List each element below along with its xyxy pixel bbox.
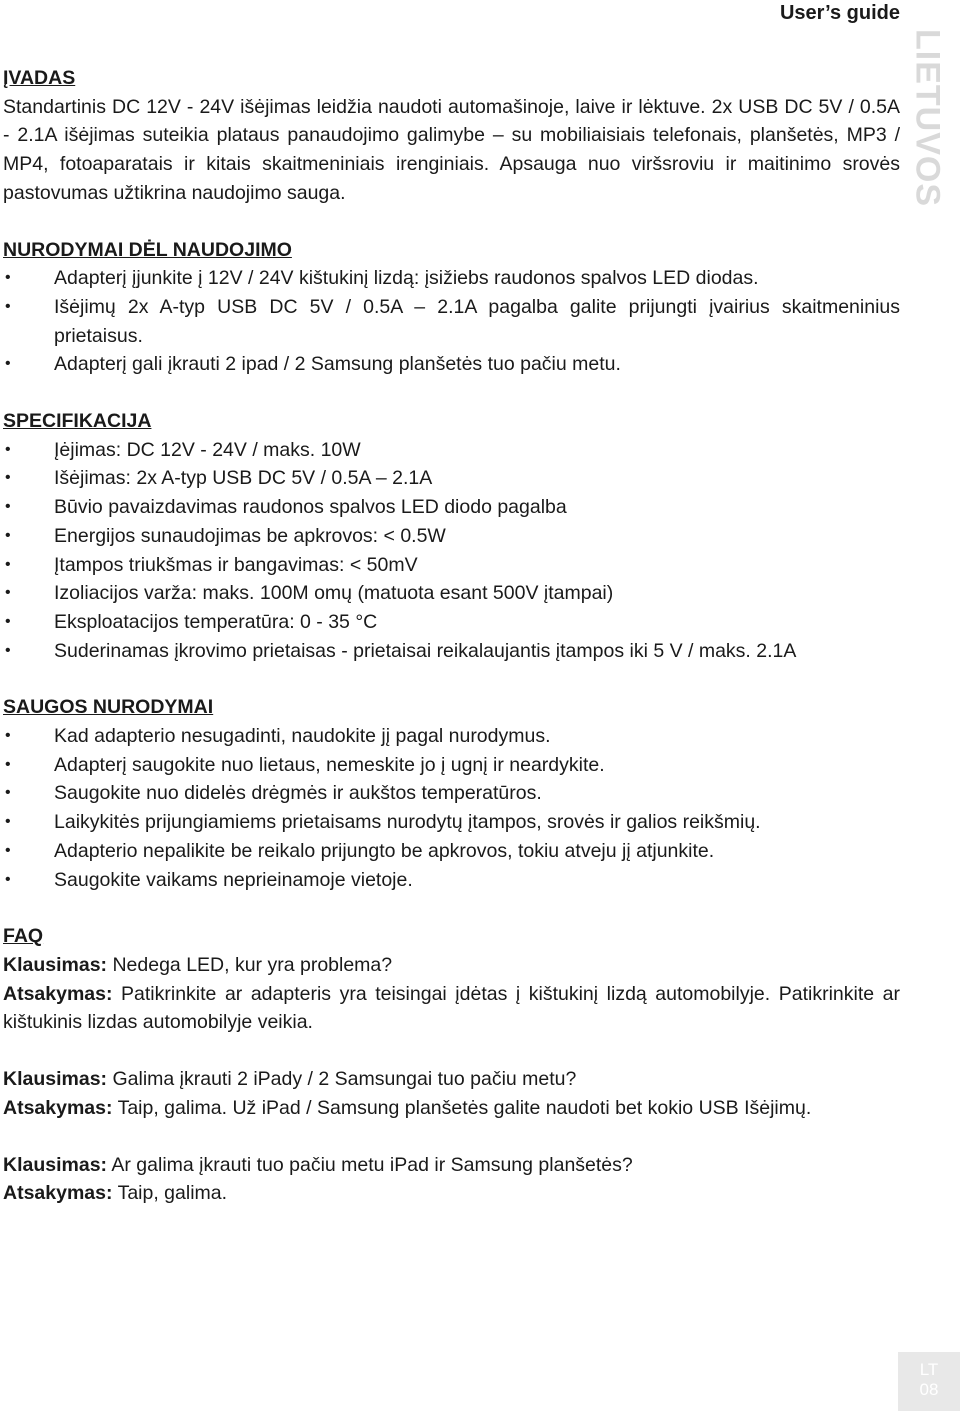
list-item: • Saugokite nuo didelės drėgmės ir aukštos temperatūros. (3, 779, 900, 808)
intro-section (3, 64, 900, 208)
language-code: LT (919, 1360, 939, 1379)
list-item: • Adapterio nepalikite be reikalo prijungto be apkrovos, tokiu atveju jį atjunkite. (3, 837, 900, 866)
safety-heading: SAUGOS NURODYMAI (3, 696, 214, 719)
faq-question (3, 951, 900, 980)
specs-list (3, 436, 900, 666)
document-body (3, 64, 900, 1208)
list-item: • Laikykitės prijungiamiems prietaisams nurodytų įtampos, srovės ir galios reikšmių. (3, 808, 900, 837)
language-side-tab-label: LIETUVOS (908, 28, 947, 208)
question-label: Klausimas: (3, 953, 108, 976)
answer-text: Taip, galima. Už iPad / Samsung planšetės galite naudoti bet kokio USB Išėjimų. (117, 1096, 812, 1119)
language-side-tab (907, 28, 947, 208)
usage-section (3, 236, 900, 380)
list-item: • Išėjimų 2x A-typ USB DC 5V / 0.5A – 2.1A pagalba galite prijungti įvairius skaitmeninius prietaisus. (3, 293, 900, 350)
faq-item (3, 1151, 900, 1208)
faq-item (3, 1065, 900, 1122)
list-item: • Eksploatacijos temperatūra: 0 - 35 °C (3, 608, 900, 637)
list-item: • Saugokite vaikams neprieinamoje vietoje. (3, 866, 900, 895)
list-item: • Būvio pavaizdavimas raudonos spalvos LED diodo pagalba (3, 493, 900, 522)
specs-heading: SPECIFIKACIJA (3, 410, 152, 433)
answer-text: Taip, galima. (117, 1182, 228, 1205)
page-number-badge (898, 1352, 960, 1411)
question-label: Klausimas: (3, 1153, 108, 1176)
answer-text: Patikrinkite ar adapteris yra teisingai įdėtas į kištukinį lizdą automobilyje. Patikrinkite ar kištukinis lizdas automobilyje veikia. (3, 982, 900, 1034)
faq-section (3, 922, 900, 1208)
list-item: • Įėjimas: DC 12V - 24V / maks. 10W (3, 436, 900, 465)
list-item: • Adapterį gali įkrauti 2 ipad / 2 Samsung planšetės tuo pačiu metu. (3, 350, 900, 379)
page-header-title: User’s guide (779, 2, 900, 24)
list-item: • Išėjimas: 2x A-typ USB DC 5V / 0.5A – 2.1A (3, 464, 900, 493)
intro-heading: ĮVADAS (3, 67, 76, 89)
faq-answer (3, 980, 900, 1037)
intro-text: Standartinis DC 12V - 24V išėjimas leidžia naudoti automašinoje, laive ir lėktuve. 2x USB DC 5V / 0.5A - 2.1A išėjimas suteikia plataus panaudojimo galimybe – su mobiliaisiais telefonais, planšetės, MP3 / MP4, fotoaparatais ir kitais skaitmeniniais irenginiais. Apsauga nuo viršsroviu ir maitinimo srovės pastovumas užtikrina naudojimo sauga. (3, 95, 900, 204)
answer-label: Atsakymas: (3, 1096, 113, 1119)
list-item: • Kad adapterio nesugadinti, naudokite jį pagal nurodymus. (3, 722, 900, 751)
page-number: 08 (919, 1380, 939, 1399)
question-text: Nedega LED, kur yra problema? (112, 953, 393, 976)
list-item: • Energijos sunaudojimas be apkrovos: < 0.5W (3, 522, 900, 551)
answer-label: Atsakymas: (3, 1182, 113, 1205)
safety-list (3, 722, 900, 894)
faq-question (3, 1065, 900, 1094)
question-text: Galima įkrauti 2 iPady / 2 Samsungai tuo pačiu metu? (112, 1068, 577, 1091)
list-item: • Įtampos triukšmas ir bangavimas: < 50mV (3, 551, 900, 580)
answer-label: Atsakymas: (3, 982, 113, 1005)
list-item: • Suderinamas įkrovimo prietaisas - prietaisai reikalaujantis įtampos iki 5 V / maks. 2.1A (3, 637, 900, 666)
list-item: • Adapterį įjunkite į 12V / 24V kištukinį lizdą: įsižiebs raudonos spalvos LED diodas. (3, 264, 900, 293)
safety-section (3, 693, 900, 894)
faq-answer (3, 1094, 900, 1123)
specs-section (3, 407, 900, 665)
faq-question (3, 1151, 900, 1180)
faq-heading: FAQ (3, 925, 44, 948)
question-label: Klausimas: (3, 1068, 108, 1091)
question-text: Ar galima įkrauti tuo pačiu metu iPad ir Samsung planšetės? (111, 1153, 633, 1176)
usage-heading: NURODYMAI DĖL NAUDOJIMO (3, 238, 292, 261)
list-item: • Izoliacijos varža: maks. 100M omų (matuota esant 500V įtampai) (3, 579, 900, 608)
faq-item (3, 951, 900, 1037)
faq-answer (3, 1179, 900, 1208)
list-item: • Adapterį saugokite nuo lietaus, nemeskite jo į ugnį ir neardykite. (3, 751, 900, 780)
usage-list (3, 264, 900, 379)
